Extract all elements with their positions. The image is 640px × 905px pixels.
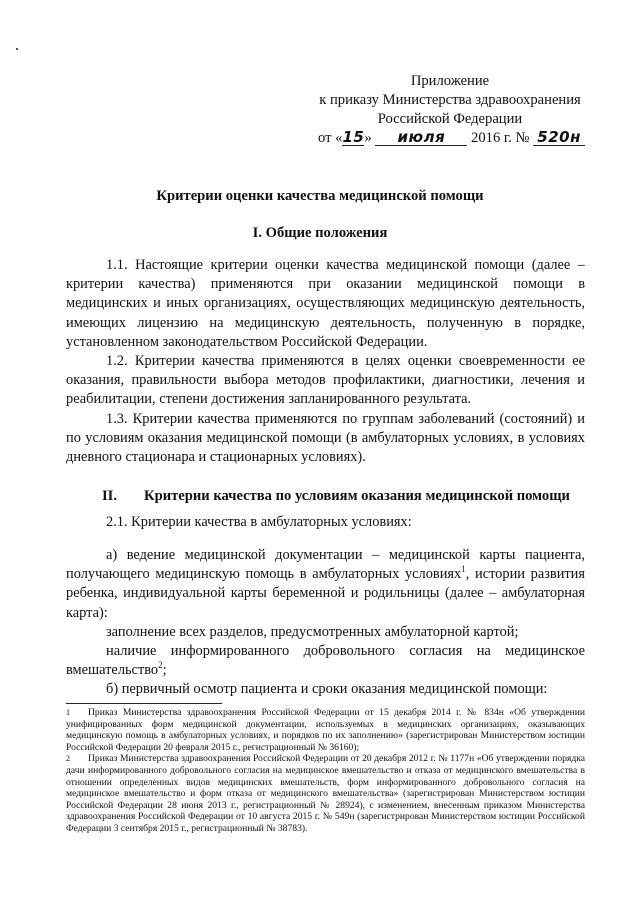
item-a-1: заполнение всех разделов, предусмотренных амбулаторной картой;	[106, 623, 519, 640]
order-quote-close: »	[364, 130, 372, 146]
item-a-2-end: ;	[162, 662, 167, 679]
footnote-2-text: Приказ Министерства здравоохранения Российской Федерации от 20 декабря 2012 г. № 1177н «Об утверждении порядка дачи информированного добровольного согласия на медицинское вмешательство и отказа от медицинского вмешательства в отношении определенных видов медицинских вмешательств, форм информированного добровольного согласия на медицинское вмешательство и форм отказа от медицинского вмешательства» (зарегистрирован Министерством юстиции Российской Федерации 28 июня 2013 г., регистрационный № 28924), с изменением, внесенным приказом Министерства здравоохранения Российской Федерации от 10 августа 2015 г. № 549н (зарегистрирован Министерством юстиции Российской Федерации 3 сентября 2015 г., регистрационный № 38783).	[66, 753, 585, 834]
section-1-body	[66, 256, 585, 467]
order-day: 15	[342, 128, 365, 146]
document-title: Критерии оценки качества медицинской помощи	[156, 188, 484, 204]
appendix-header	[300, 72, 600, 129]
appendix-country: Российской Федерации	[377, 111, 523, 127]
order-number: 520н	[533, 129, 585, 146]
section-2-intro	[66, 513, 585, 532]
section-2-heading: Критерии качества по условиям оказания медицинской помощи	[144, 488, 570, 504]
order-prefix: от «	[318, 130, 343, 146]
item-a-text-2: , истории развития ребенка, индивидуальной карты беременной и родильницы (далее – амбулаторная карта):	[66, 566, 586, 621]
footnote-2-mark: 2	[66, 754, 70, 764]
appendix-order-ref: к приказу Министерства здравоохранения	[319, 92, 581, 108]
footnote-2	[66, 753, 585, 834]
footnote-1	[66, 707, 585, 753]
footnotes	[66, 707, 585, 835]
scan-speck	[16, 48, 18, 50]
section-1-title: I. Общие положения	[252, 225, 388, 241]
footnote-ref-2: 2	[158, 660, 163, 671]
order-date-number	[318, 128, 618, 148]
footnote-1-mark: 1	[66, 708, 70, 717]
paragraph-1-3: 1.3. Критерии качества применяются по группам заболеваний (состояний) и по условиям оказания медицинской помощи (в амбулаторных условиях, в условиях дневного стационара и стационарных условиях).	[66, 410, 585, 466]
item-a	[66, 546, 585, 623]
item-a-text-1: а) ведение медицинской документации – медицинской карты пациента, получающего медицинскую помощь в амбулаторных условиях	[66, 547, 585, 583]
section-2-body	[66, 546, 585, 700]
item-a-2	[66, 642, 585, 680]
order-year: 2016 г. №	[471, 130, 530, 146]
order-month: июля	[375, 129, 467, 146]
footnote-1-text: Приказ Министерства здравоохранения Российской Федерации от 15 декабря 2014 г. № 834н «Об утверждении унифицированных форм медицинской документации, используемых в медицинских организациях, оказывающих медицинскую помощь в амбулаторных условиях, и порядков по их заполнению» (зарегистрирован Министерством юстиции Российской Федерации 20 февраля 2015 г., регистрационный № 36160);	[66, 707, 585, 753]
footnote-separator	[66, 703, 222, 704]
section-2-title	[102, 488, 602, 505]
section-2-number: II.	[102, 488, 118, 504]
footnote-ref-1: 1	[461, 564, 466, 575]
paragraph-2-1: 2.1. Критерии качества в амбулаторных условиях:	[106, 514, 412, 530]
item-b: б) первичный осмотр пациента и сроки оказания медицинской помощи:	[106, 681, 548, 698]
appendix-label: Приложение	[410, 73, 490, 89]
item-a-2-text: наличие информированного добровольного согласия на медицинское вмешательство	[66, 643, 585, 679]
paragraph-1-1: 1.1. Настоящие критерии оценки качества медицинской помощи (далее – критерии качества) применяются при оказании медицинской помощи в медицинских и иных организациях, осуществляющих медицинскую деятельность, имеющих лицензию на медицинскую деятельность, полученную в порядке, установленном законодательством Российской Федерации.	[66, 257, 585, 350]
paragraph-1-2: 1.2. Критерии качества применяются в целях оценки своевременности ее оказания, правильности выбора методов профилактики, диагностики, лечения и реабилитации, степени достижения запланированного результата.	[66, 353, 585, 408]
